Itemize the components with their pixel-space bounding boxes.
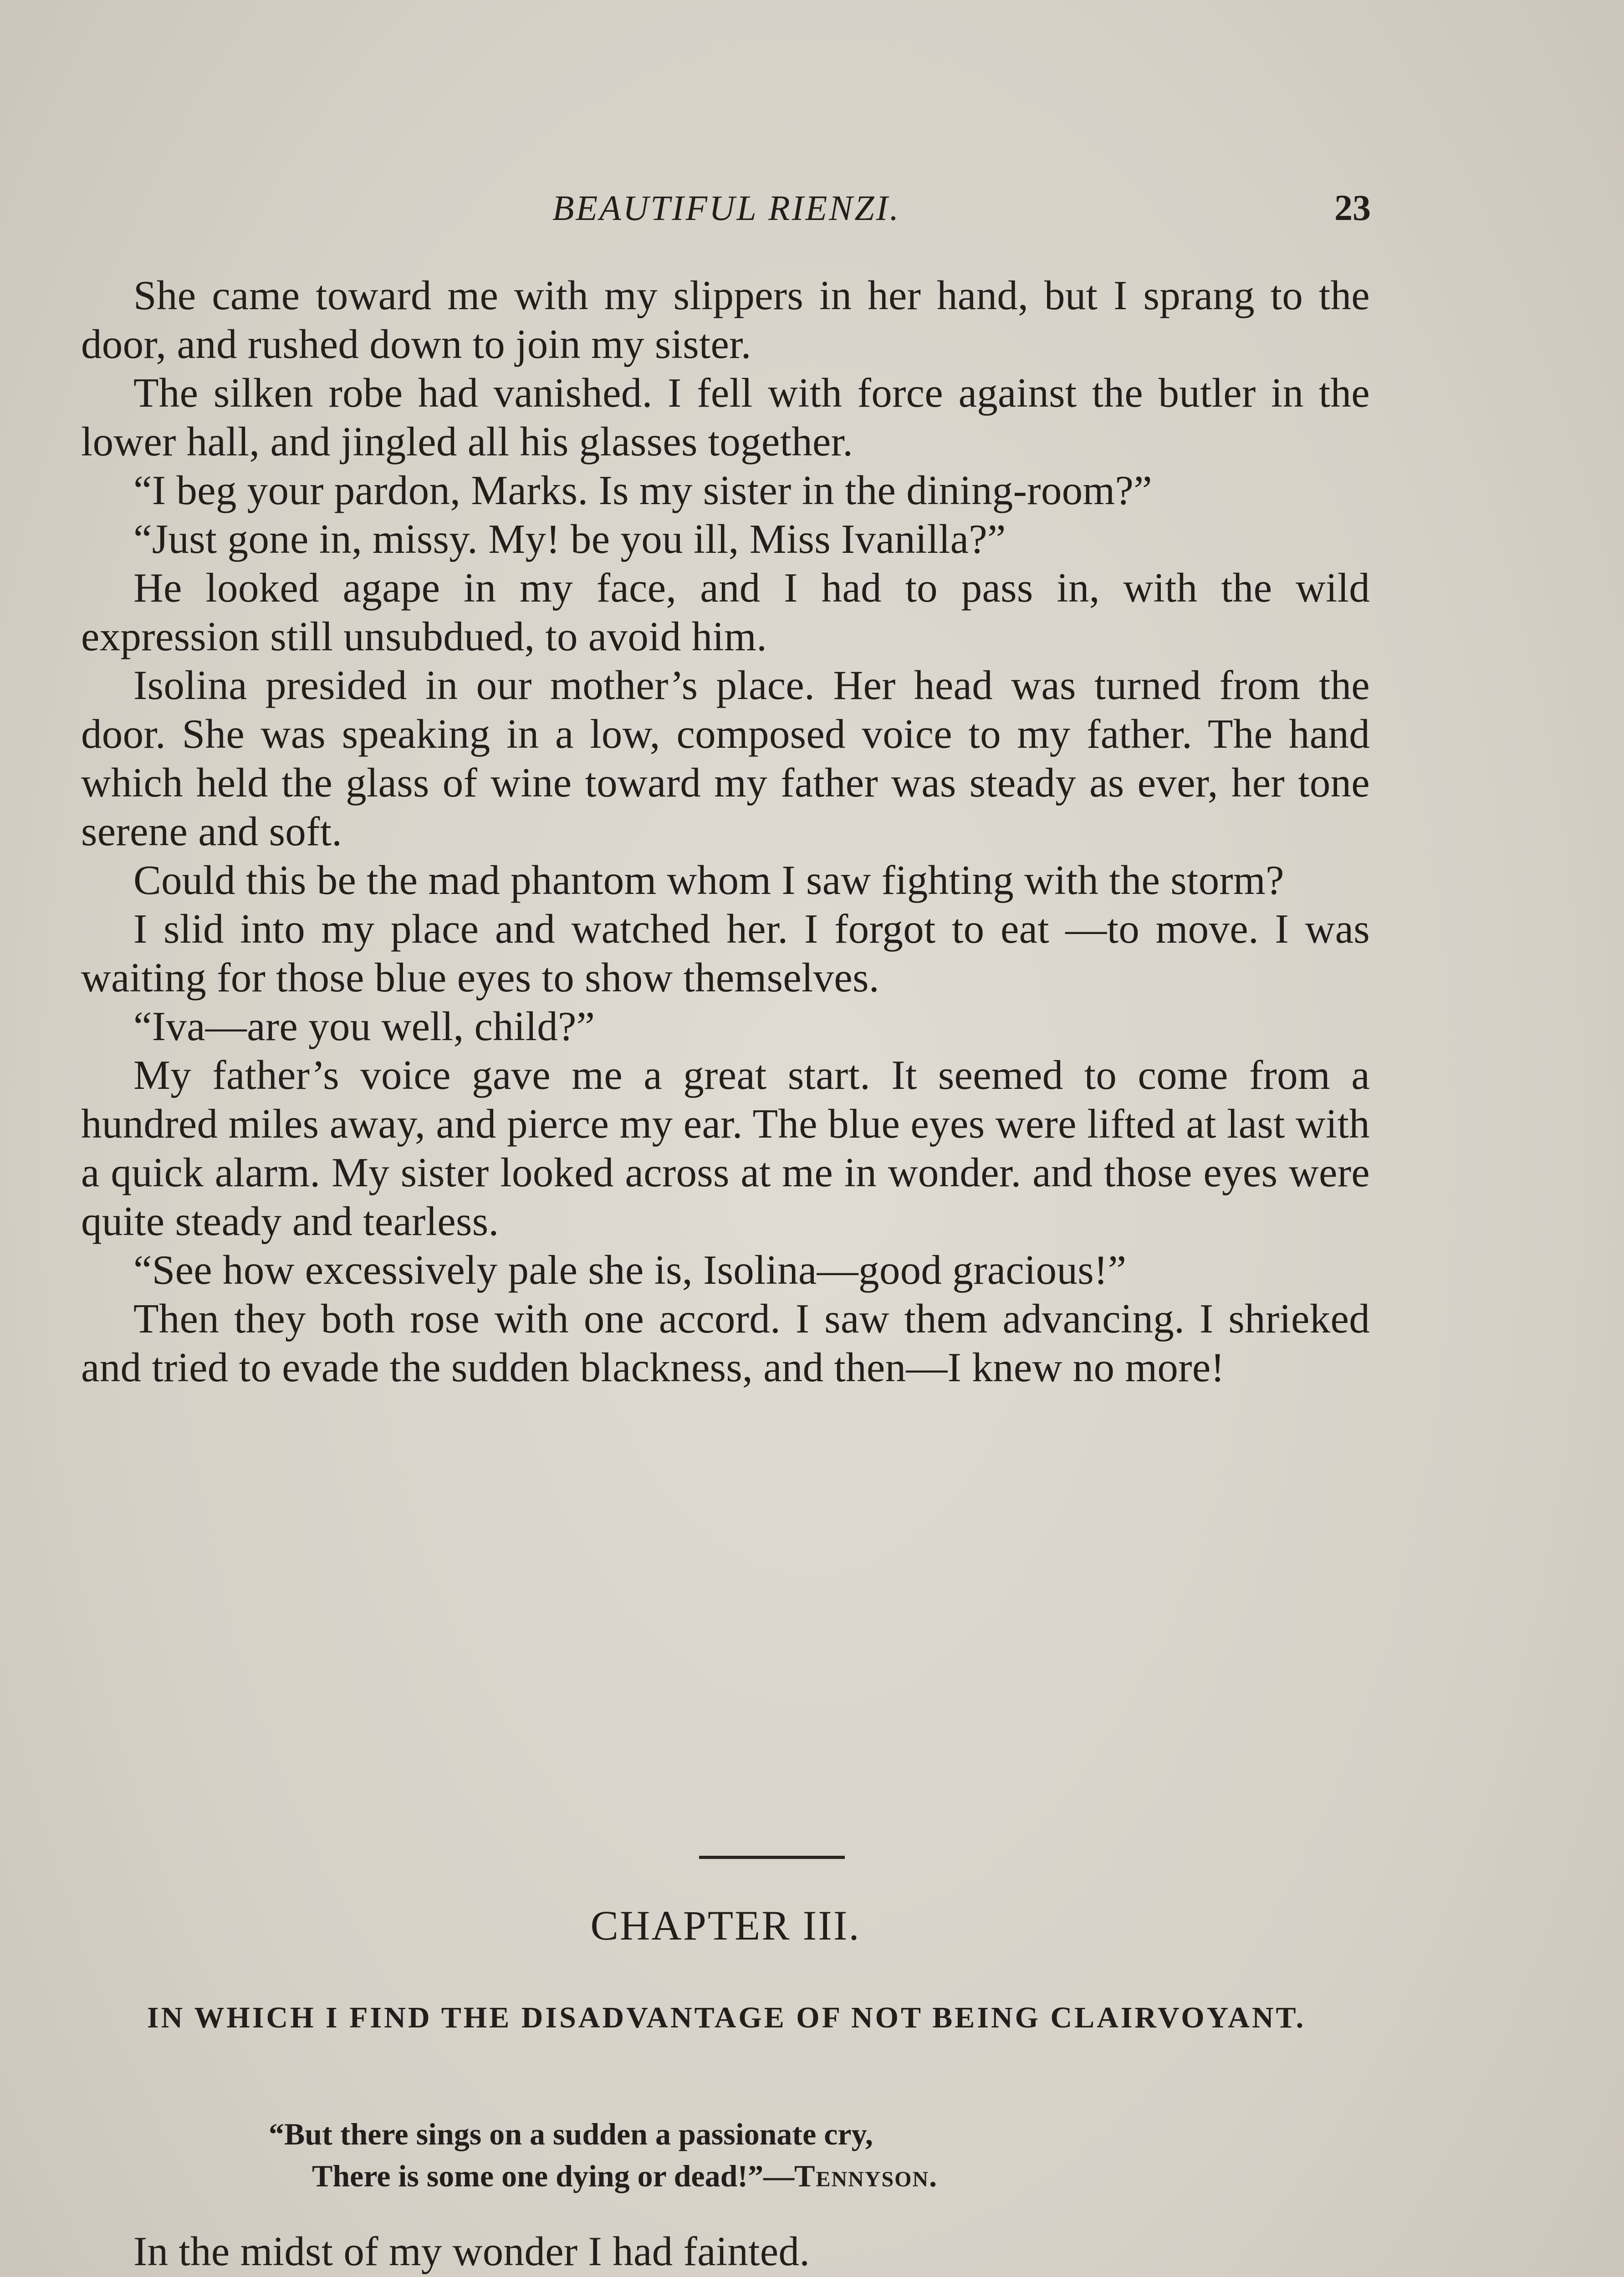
paragraph: The silken robe had vanished. I fell with force against the butler in the lower hall, and jingled all his glasses together. bbox=[81, 370, 1370, 465]
chapter-body-text bbox=[81, 2227, 1370, 2277]
paragraph: He looked agape in my face, and I had to pass in, with the wild expression still unsubdued, to avoid him. bbox=[81, 565, 1370, 659]
epigraph-author: Tennyson. bbox=[794, 2159, 938, 2193]
paragraph: I slid into my place and watched her. I forgot to eat —to move. I was waiting for those blue eyes to show themselves. bbox=[81, 906, 1370, 1001]
running-title: BEAUTIFUL RIENZI. bbox=[552, 188, 901, 228]
chapter-subtitle: IN WHICH I FIND THE DISADVANTAGE OF NOT BEING CLAIRVOYANT. bbox=[147, 2001, 1306, 2034]
epigraph bbox=[269, 2113, 1316, 2197]
epigraph-line-text: There is some one dying or dead!”— bbox=[312, 2159, 795, 2193]
paragraph: Could this be the mad phantom whom I saw fighting with the storm? bbox=[133, 857, 1284, 903]
paragraph: She came toward me with my slippers in her hand, but I sprang to the door, and rushed down to join my sister. bbox=[81, 272, 1370, 367]
running-head bbox=[82, 188, 1371, 238]
epigraph-line bbox=[269, 2155, 1316, 2197]
body-text bbox=[81, 271, 1370, 1392]
epigraph-line: “But there sings on a sudden a passionate cry, bbox=[269, 2117, 873, 2151]
paragraph: Isolina presided in our mother’s place. Her head was turned from the door. She was speaking in a low, composed voice to my father. The hand which held the glass of wine toward my father was steady as ever, her tone serene and soft. bbox=[81, 662, 1370, 854]
section-divider bbox=[699, 1856, 845, 1859]
paragraph: “See how excessively pale she is, Isolina—good gracious!” bbox=[133, 1247, 1127, 1293]
paragraph: My father’s voice gave me a great start. It seemed to come from a hundred miles away, and pierce my ear. The blue eyes were lifted at last with a quick alarm. My sister looked across at me in wonder. and those eyes were quite steady and tearless. bbox=[81, 1052, 1370, 1244]
paragraph: “Just gone in, missy. My! be you ill, Miss Ivanilla?” bbox=[133, 516, 1006, 562]
page-number: 23 bbox=[1334, 188, 1371, 228]
paragraph: In the midst of my wonder I had fainted. bbox=[133, 2228, 810, 2274]
paragraph: “Iva—are you well, child?” bbox=[133, 1003, 595, 1049]
chapter-title: CHAPTER III. bbox=[590, 1902, 861, 1949]
paragraph: Then they both rose with one accord. I saw them advancing. I shrieked and tried to evade the sudden blackness, and then—I knew no more! bbox=[81, 1296, 1370, 1390]
paragraph: “I beg your pardon, Marks. Is my sister in the dining-room?” bbox=[133, 467, 1152, 513]
